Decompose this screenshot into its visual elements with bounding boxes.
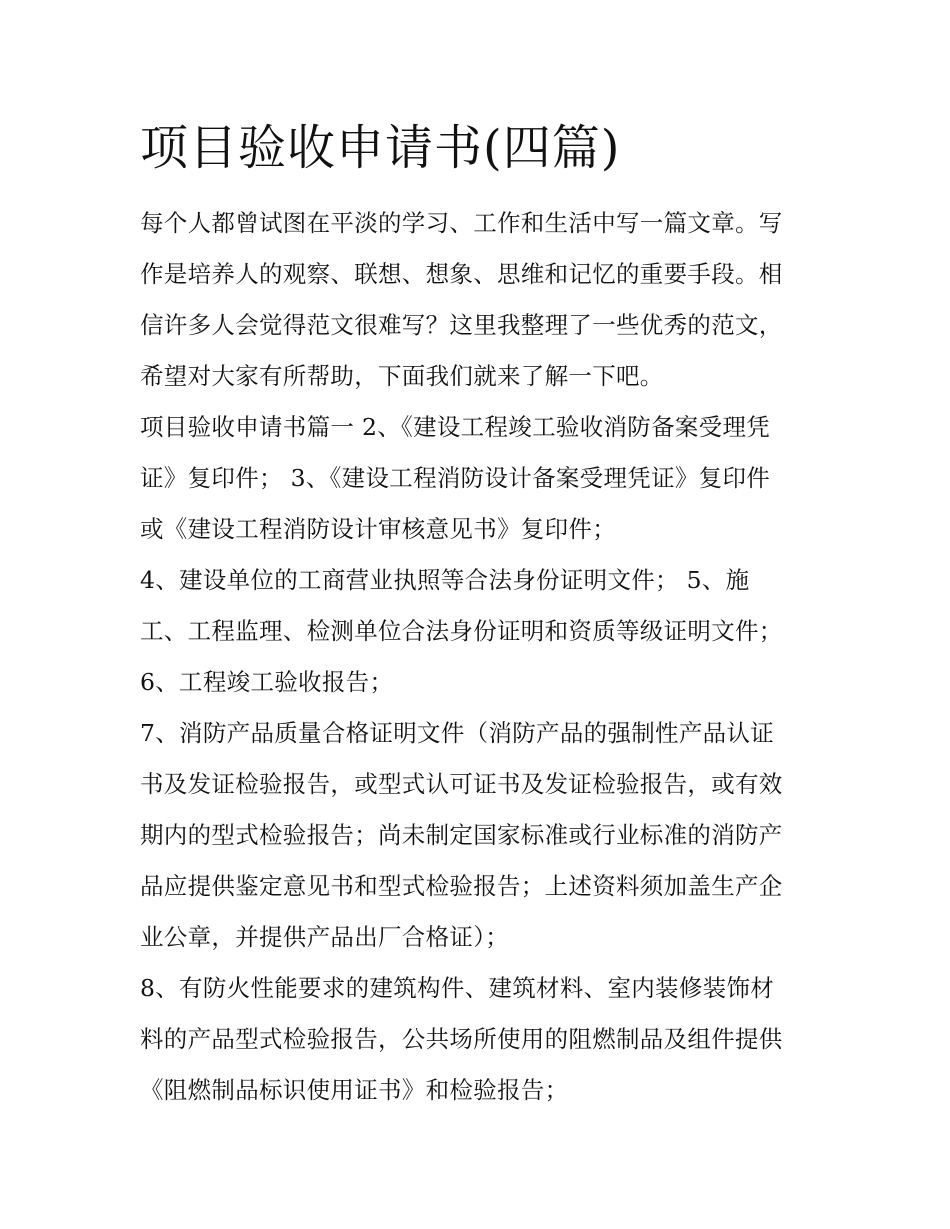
document-title: 项目验收申请书(四篇) xyxy=(140,120,621,176)
text-line: 书及发证检验报告，或型式认可证书及发证检验报告，或有效 xyxy=(140,770,783,798)
text-line: 信许多人会觉得范文很难写？这里我整理了一些优秀的范文， xyxy=(140,311,783,339)
text-line: 希望对大家有所帮助，下面我们就来了解一下吧。 xyxy=(140,362,664,390)
text-line: 6、工程竣工验收报告； xyxy=(140,668,394,696)
text-line: 工、工程监理、检测单位合法身份证明和资质等级证明文件； xyxy=(140,617,783,645)
text-line: 或《建设工程消防设计审核意见书》复印件； xyxy=(140,515,616,543)
text-line: 作是培养人的观察、联想、想象、思维和记忆的重要手段。相 xyxy=(140,260,783,288)
text-line: 《阻燃制品标识使用证书》和检验报告； xyxy=(140,1076,569,1104)
text-line: 料的产品型式检验报告，公共场所使用的阻燃制品及组件提供 xyxy=(140,1025,783,1053)
text-line: 项目验收申请书篇一 2、《建设工程竣工验收消防备案受理凭 xyxy=(140,413,771,441)
document-body xyxy=(140,198,820,1116)
text-line: 业公章，并提供产品出厂合格证）； xyxy=(140,923,510,951)
text-line: 4、建设单位的工商营业执照等合法身份证明文件； 5、施 xyxy=(140,566,750,594)
text-line: 证》复印件； 3、《建设工程消防设计备案受理凭证》复印件 xyxy=(140,464,771,492)
text-line: 8、有防火性能要求的建筑构件、建筑材料、室内装修装饰材 xyxy=(140,974,775,1002)
text-line: 每个人都曾试图在平淡的学习、工作和生活中写一篇文章。写 xyxy=(140,209,783,237)
text-line: 品应提供鉴定意见书和型式检验报告；上述资料须加盖生产企 xyxy=(140,872,783,900)
text-line: 期内的型式检验报告；尚未制定国家标准或行业标准的消防产 xyxy=(140,821,783,849)
text-line: 7、消防产品质量合格证明文件（消防产品的强制性产品认证 xyxy=(140,719,775,747)
